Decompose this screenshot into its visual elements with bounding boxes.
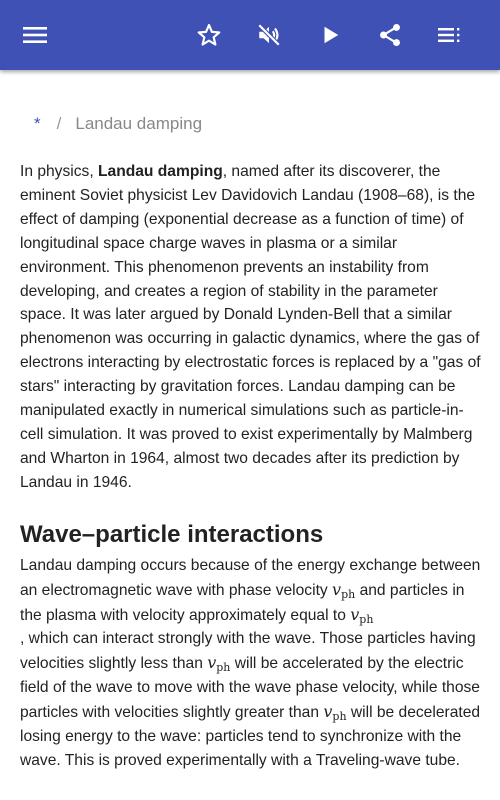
section-heading: Wave–particle interactions bbox=[20, 520, 324, 548]
section-text-part: and particles in the plasma with velocity approximately equal to bbox=[20, 581, 465, 624]
volume-off-icon[interactable] bbox=[251, 17, 287, 53]
article-body bbox=[20, 160, 482, 773]
breadcrumb-separator: / bbox=[56, 114, 62, 133]
phase-velocity-symbol: $v_{ph}$ bbox=[350, 604, 374, 626]
menu-icon[interactable] bbox=[17, 17, 53, 53]
intro-paragraph bbox=[20, 160, 482, 495]
section-text-part: Landau damping occurs because of the energy exchange between an electromagnetic wave with phase velocity bbox=[20, 556, 481, 599]
section-text-part: will be decelerated losing energy to the wave: particles tend to synchronize with the wave. This is proved experimentally with a Traveling-wave tube. bbox=[20, 704, 481, 769]
section-text-part: will be accelerated by the electric field of the wave to move with the wave phase velocity, while those particles with velocities slightly greater than bbox=[20, 655, 480, 722]
breadcrumb-home-link[interactable]: * bbox=[34, 114, 41, 133]
article-content bbox=[0, 70, 500, 800]
phase-velocity-symbol: $v_{ph}$ bbox=[323, 702, 347, 724]
section-paragraph bbox=[20, 554, 482, 773]
breadcrumb-current: Landau damping bbox=[75, 114, 203, 133]
star-icon[interactable] bbox=[191, 17, 227, 53]
share-icon[interactable] bbox=[372, 17, 408, 53]
intro-bold-term: Landau damping bbox=[98, 163, 223, 180]
intro-text-rest: , named after its discoverer, the eminent Soviet physicist Lev Davidovich Landau (1908–68), is the effect of damping (exponential decrease as a function of time) of longitudinal space charge waves in plasma or a similar environment. This phenomenon prevents an instability from developing, and creates a region of stability in the parameter space. It was later argued by Donald Lynden-Bell that a similar phenomenon was occurring in galactic dynamics, where the gas of electrons interacting by electrostatic forces is replaced by a "gas of stars" interacting by gravitation forces. Landau damping can be manipulated exactly in numerical simulations such as particle-in-cell simulation. It was proved to exist experimentally by Malmberg and Wharton in 1964, almost two decades after its prediction by Landau in 1946. bbox=[20, 163, 481, 491]
breadcrumb bbox=[34, 114, 202, 134]
play-icon[interactable] bbox=[312, 17, 348, 53]
app-bar bbox=[0, 0, 500, 70]
intro-text-start: In physics, bbox=[20, 163, 98, 180]
section-text-part: , which can interact strongly with the wave. Those particles having velocities slightly less than bbox=[20, 630, 476, 673]
phase-velocity-symbol: $v_{ph}$ bbox=[207, 653, 231, 675]
playlist-icon[interactable] bbox=[432, 17, 468, 53]
phase-velocity-symbol: $v_{ph}$ bbox=[332, 579, 356, 601]
